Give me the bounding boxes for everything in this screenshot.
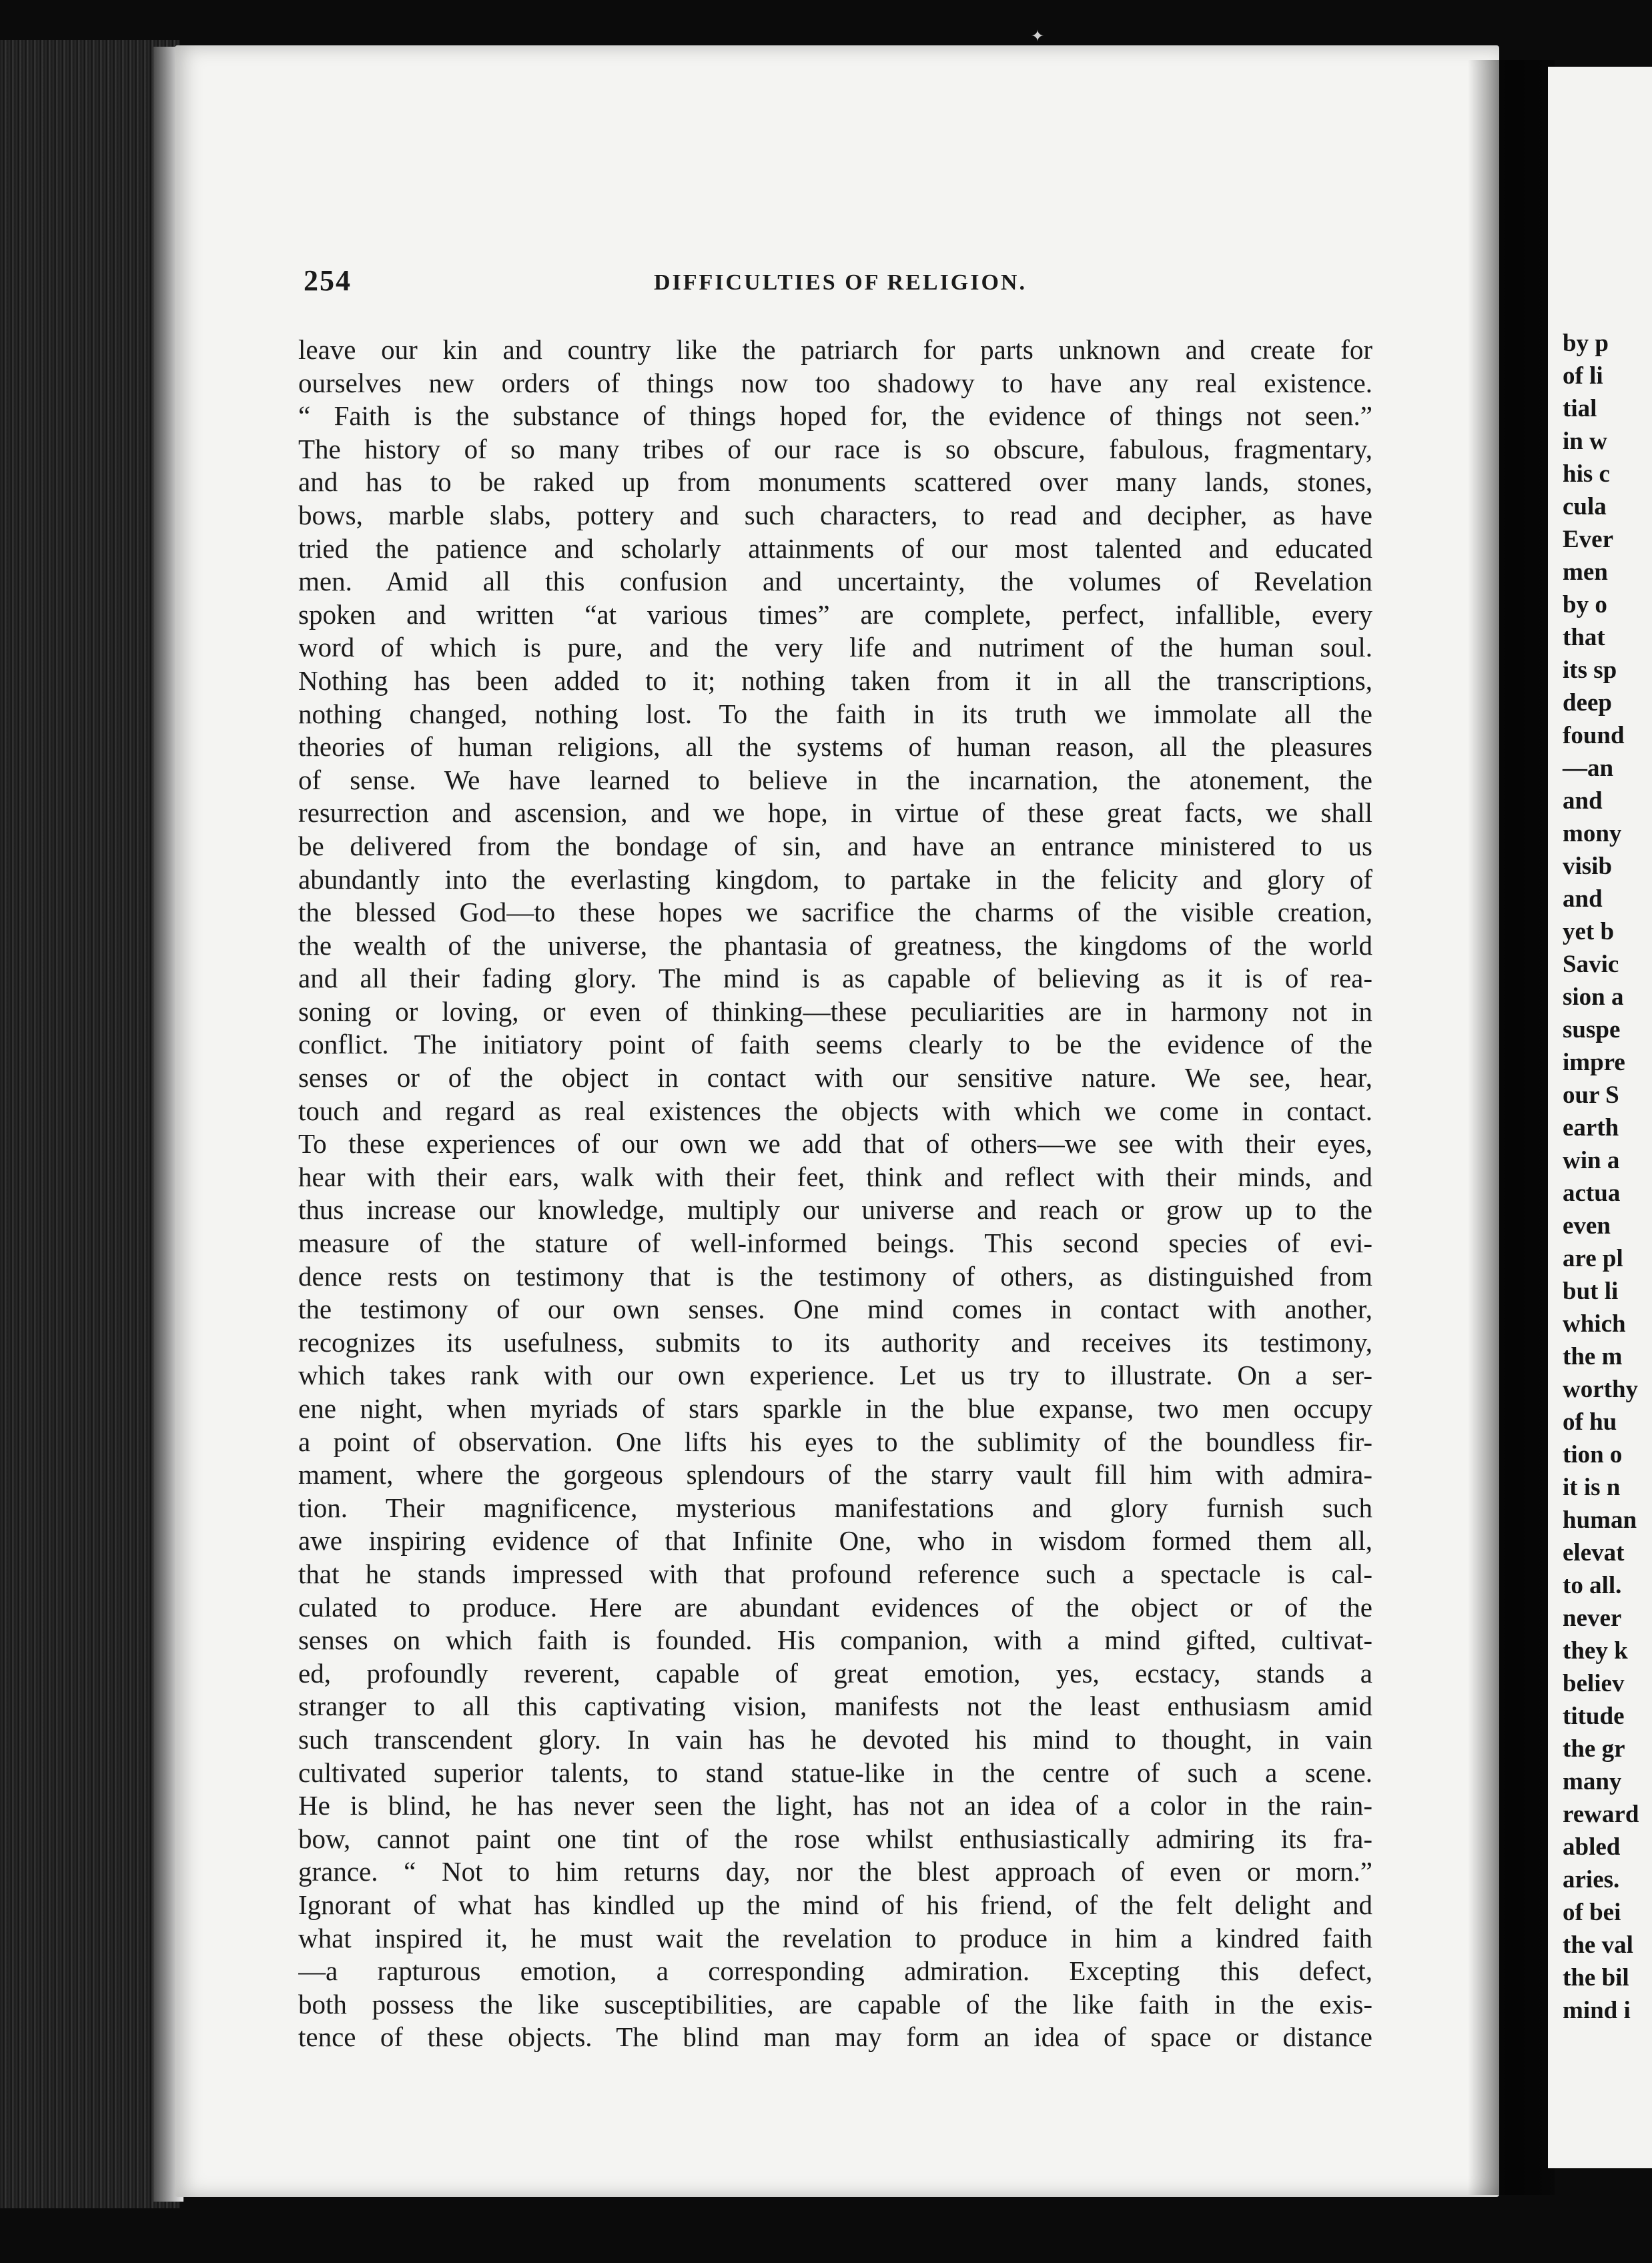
running-head: DIFFICULTIES OF RELIGION. — [654, 270, 1027, 295]
text-line: both possess the like susceptibilities, are capable of the like faith in the exis- — [298, 1988, 1372, 2019]
facing-text-line: of hu — [1563, 1408, 1617, 1436]
facing-text-line: Ever — [1563, 526, 1614, 553]
facing-text-line: sion a — [1563, 983, 1624, 1011]
facing-text-line: elevat — [1563, 1539, 1625, 1566]
text-line: Ignorant of what has kindled up the mind of his friend, of the felt delight and — [298, 1889, 1372, 1920]
text-line: recognizes its usefulness, submits to its authority and receives its testimony, — [298, 1326, 1372, 1358]
facing-text-line: and — [1563, 787, 1603, 815]
text-line: thus increase our knowledge, multiply our universe and reach or grow up to the — [298, 1194, 1372, 1226]
text-line: “ Faith is the substance of things hoped for, the evidence of things not seen.” — [298, 400, 1372, 432]
facing-page — [1548, 67, 1652, 2168]
text-line: and all their fading glory. The mind is as capable of believing as it is of rea- — [298, 963, 1372, 994]
text-line: the wealth of the universe, the phantasia of greatness, the kingdoms of the world — [298, 929, 1372, 961]
text-line: awe inspiring evidence of that Infinite One, who in wisdom formed them all, — [298, 1525, 1372, 1556]
text-line: culated to produce. Here are abundant evidences of the object or of the — [298, 1591, 1372, 1623]
text-line: soning or loving, or even of thinking—these peculiarities are in harmony not in — [298, 995, 1372, 1027]
text-line: stranger to all this captivating vision, manifests not the least enthusiasm amid — [298, 1691, 1372, 1722]
text-line: which takes rank with our own experience. Let us try to illustrate. On a ser- — [298, 1360, 1372, 1391]
text-line: abundantly into the everlasting kingdom, to partake in the felicity and glory of — [298, 863, 1372, 895]
text-line: —a rapturous emotion, a corresponding admiration. Excepting this defect, — [298, 1955, 1372, 1987]
facing-text-line: —an — [1563, 755, 1614, 782]
facing-text-line: the val — [1563, 1931, 1633, 1959]
text-line: a point of observation. One lifts his eyes to the sublimity of the boundless fir- — [298, 1426, 1372, 1457]
facing-text-line: but li — [1563, 1278, 1619, 1305]
facing-page-text — [1563, 327, 1639, 2027]
text-line: the blessed God—to these hopes we sacrifice the charms of the visible creation, — [298, 897, 1372, 928]
text-line: word of which is pure, and the very life and nutriment of the human soul. — [298, 632, 1372, 663]
text-line: cultivated superior talents, to stand statue-like in the centre of such a scene. — [298, 1757, 1372, 1788]
text-line: ourselves new orders of things now too shadowy to have any real existence. — [298, 367, 1372, 398]
text-line: of sense. We have learned to believe in the incarnation, the atonement, the — [298, 764, 1372, 795]
facing-text-line: visib — [1563, 853, 1613, 880]
page-number: 254 — [304, 264, 352, 297]
facing-text-line: men — [1563, 558, 1608, 586]
facing-text-line: it is n — [1563, 1474, 1621, 1501]
text-line: nothing changed, nothing lost. To the faith in its truth we immolate all the — [298, 698, 1372, 729]
facing-text-line: its sp — [1563, 656, 1617, 684]
facing-text-line: abled — [1563, 1833, 1621, 1861]
facing-text-line: of bei — [1563, 1899, 1621, 1926]
text-line: conflict. The initiatory point of faith seems clearly to be the evidence of the — [298, 1029, 1372, 1060]
facing-text-line: which — [1563, 1310, 1626, 1338]
text-line: The history of so many tribes of our race is so obscure, fabulous, fragmentary, — [298, 433, 1372, 464]
text-line: grance. “ Not to him returns day, nor the blest approach of even or morn.” — [298, 1856, 1372, 1887]
facing-text-line: mind i — [1563, 1997, 1631, 2024]
text-line: dence rests on testimony that is the testimony of others, as distinguished from — [298, 1260, 1372, 1292]
facing-text-line: even — [1563, 1212, 1611, 1240]
text-line: such transcendent glory. In vain has he devoted his mind to thought, in vain — [298, 1723, 1372, 1755]
text-line: theories of human religions, all the systems of human reason, all the pleasures — [298, 731, 1372, 763]
text-line: and has to be raked up from monuments scattered over many lands, stones, — [298, 466, 1372, 498]
facing-text-line: the gr — [1563, 1735, 1625, 1763]
text-line: senses or of the object in contact with our sensitive nature. We see, hear, — [298, 1062, 1372, 1093]
text-line: measure of the stature of well-informed beings. This second species of evi- — [298, 1228, 1372, 1259]
scan-speck: ✦ — [1031, 28, 1045, 45]
text-line: ene night, when myriads of stars sparkle in the blue expanse, two men occupy — [298, 1393, 1372, 1424]
body-text — [298, 334, 1372, 2054]
facing-text-line: yet b — [1563, 918, 1615, 945]
text-line: resurrection and ascension, and we hope, in virtue of these great facts, we shall — [298, 797, 1372, 829]
facing-text-line: by p — [1563, 330, 1609, 357]
facing-text-line: the bil — [1563, 1964, 1629, 1991]
facing-text-line: deep — [1563, 689, 1612, 717]
text-line: that he stands impressed with that profound reference such a spectacle is cal- — [298, 1558, 1372, 1589]
text-line: be delivered from the bondage of sin, and have an entrance ministered to us — [298, 830, 1372, 861]
facing-text-line: titude — [1563, 1703, 1625, 1730]
facing-text-line: in w — [1563, 428, 1607, 455]
facing-text-line: and — [1563, 885, 1603, 913]
facing-text-line: his c — [1563, 460, 1610, 488]
text-line: hear with their ears, walk with their feet, think and reflect with their minds, and — [298, 1161, 1372, 1192]
facing-text-line: never — [1563, 1605, 1622, 1632]
text-line: He is blind, he has never seen the light, has not an idea of a color in the rain- — [298, 1790, 1372, 1821]
text-line: To these experiences of our own we add that of others—we see with their eyes, — [298, 1128, 1372, 1160]
facing-text-line: many — [1563, 1768, 1622, 1795]
text-line: leave our kin and country like the patriarch for parts unknown and create for — [298, 334, 1372, 365]
facing-text-line: they k — [1563, 1637, 1628, 1665]
facing-text-line: our S — [1563, 1081, 1619, 1109]
facing-text-line: human — [1563, 1506, 1637, 1534]
text-line: tion. Their magnificence, mysterious manifestations and glory furnish such — [298, 1492, 1372, 1523]
text-line: mament, where the gorgeous splendours of the starry vault fill him with admira- — [298, 1459, 1372, 1490]
facing-text-line: tion o — [1563, 1441, 1623, 1468]
facing-text-line: suspe — [1563, 1016, 1621, 1043]
gutter-shadow — [1468, 60, 1555, 2195]
text-line: bow, cannot paint one tint of the rose whilst enthusiastically admiring its fra- — [298, 1823, 1372, 1854]
text-line: ed, profoundly reverent, capable of great emotion, yes, ecstacy, stands a — [298, 1657, 1372, 1689]
facing-text-line: to all. — [1563, 1572, 1622, 1599]
facing-text-line: Savic — [1563, 951, 1619, 978]
facing-text-line: impre — [1563, 1049, 1625, 1076]
facing-text-line: actua — [1563, 1180, 1621, 1207]
facing-text-line: cula — [1563, 493, 1607, 520]
text-line: men. Amid all this confusion and uncertainty, the volumes of Revelation — [298, 566, 1372, 597]
text-line: tried the patience and scholarly attainments of our most talented and educated — [298, 532, 1372, 564]
facing-text-line: reward — [1563, 1801, 1639, 1828]
facing-text-line: of li — [1563, 362, 1603, 390]
facing-text-line: win a — [1563, 1147, 1620, 1174]
facing-text-line: aries. — [1563, 1866, 1620, 1893]
facing-text-line: are pl — [1563, 1245, 1623, 1272]
facing-text-line: earth — [1563, 1114, 1619, 1142]
facing-text-line: by o — [1563, 591, 1607, 618]
text-line: bows, marble slabs, pottery and such characters, to read and decipher, as have — [298, 499, 1372, 530]
text-line: touch and regard as real existences the objects with which we come in contact. — [298, 1095, 1372, 1126]
text-line: tence of these objects. The blind man may form an idea of space or distance — [298, 2021, 1372, 2053]
text-line: spoken and written “at various times” are complete, perfect, infallible, every — [298, 598, 1372, 630]
facing-text-line: believ — [1563, 1670, 1625, 1697]
facing-text-line: the m — [1563, 1343, 1623, 1370]
text-line: the testimony of our own senses. One mind comes in contact with another, — [298, 1294, 1372, 1325]
facing-text-line: worthy — [1563, 1376, 1639, 1403]
text-line: what inspired it, he must wait the revelation to produce in him a kindred faith — [298, 1922, 1372, 1953]
facing-text-line: that — [1563, 624, 1605, 651]
facing-text-line: tial — [1563, 395, 1597, 422]
text-line: senses on which faith is founded. His companion, with a mind gifted, cultivat- — [298, 1625, 1372, 1656]
facing-text-line: found — [1563, 722, 1625, 749]
facing-text-line: mony — [1563, 820, 1622, 847]
text-line: Nothing has been added to it; nothing taken from it in all the transcriptions, — [298, 664, 1372, 696]
